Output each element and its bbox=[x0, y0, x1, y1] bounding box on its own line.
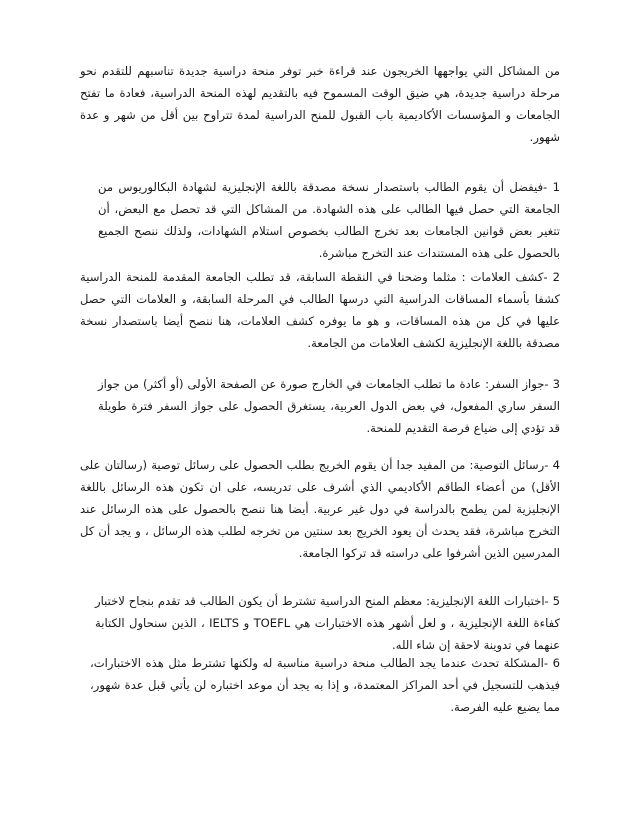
item-6-problem-paragraph: 6 -المشكلة تحدث عندما يجد الطالب منحة دراسية مناسبة له ولكنها تشترط مثل هذه الاختبارات، فيذهب للتسجيل في أحد المراكز المعتمدة، و إذا به يجد أن موعد اختباره لن يأتي قبل عدة شهور، مما يضيع عليه الفرصة. bbox=[90, 656, 560, 714]
item-4-recommendation-paragraph: 4 -رسائل التوصية: من المفيد جدا أن يقوم الخريج بطلب الحصول على رسائل توصية (رسالتان على الأقل) من أعضاء الطاقم الأكاديمي الذي أشرف على تدريسه، على ان تكون هذه الرسائل باللغة الإنجليزية لمن يطمح بالدراسة في دول غير عربية. أيضا هنا ننصح بالحصول على هذه الرسائل عند التخرج مباشرة، فقد يحدث أن يعود الخريج بعد سنتين من تخرجه لطلب هذه الرسائل ، و يجد أن كل المدرسين الذين أشرفوا على دراسته قد تركوا الجامعة. bbox=[80, 458, 560, 560]
item-1-certificate-paragraph: 1 -فيفضل أن يقوم الطالب باستصدار نسخة مصدقة باللغة الإنجليزية لشهادة البكالوريوس من الجامعة التي حصل فيها الطالب على هذه الشهادة. من المشاكل التي قد تحصل مع البعض، أن تتغير بعض قوانين الجامعات بعد تخرج الطالب بخصوص استلام الشهادات، ولذلك ننصح الجميع بالحصول على هذه المستندات عند التخرج مباشرة. bbox=[98, 180, 560, 260]
intro-paragraph: من المشاكل التي يواجهها الخريجون عند قراءة خبر توفر منحة دراسية جديدة تناسبهم للتقدم نحو مرحلة دراسية جديدة، هي ضيق الوقت المسموح فيه بالتقديم لهذه المنحة الدراسية، فعادة ما تفتح الجامعات و المؤسسات الأكاديمية باب القبول للمنح الدراسية لمدة تتراوح بين أقل من شهر و عدة شهور. bbox=[80, 64, 560, 144]
item-2-transcript-paragraph: 2 -كشف العلامات : مثلما وضحنا في النقطة السابقة، قد تطلب الجامعة المقدمة للمنحة الدراسية كشفا بأسماء المساقات الدراسية التي درسها الطالب في المرحلة السابقة، و العلامات التي حصل عليها في كل من هذه المساقات، و هو ما يوفره كشف العلامات، هنا ننصح أيضا باستصدار نسخة مصدقة باللغة الإنجليزية لكشف العلامات من الجامعة. bbox=[80, 270, 560, 350]
item-5-english-tests-paragraph: 5 -اختبارات اللغة الإنجليزية: معظم المنح الدراسية تشترط أن يكون الطالب قد تقدم بنجاح لاختبار كفاءة اللغة الإنجليزية ، و لعل أشهر هذه الاختبارات هي TOEFL و IELTS ، الذين سنحاول الكتابة عنهما في تدوينة لاحقة إن شاء الله. bbox=[95, 594, 560, 652]
item-3-passport-paragraph: 3 -جواز السفر: عادة ما تطلب الجامعات في الخارج صورة عن الصفحة الأولى (أو أكثر) من جواز السفر ساري المفعول، في بعض الدول العربية، يستغرق الحصول على جواز السفر فترة طويلة قد تؤدي إلى ضياع فرصة التقديم للمنحة. bbox=[98, 377, 560, 435]
